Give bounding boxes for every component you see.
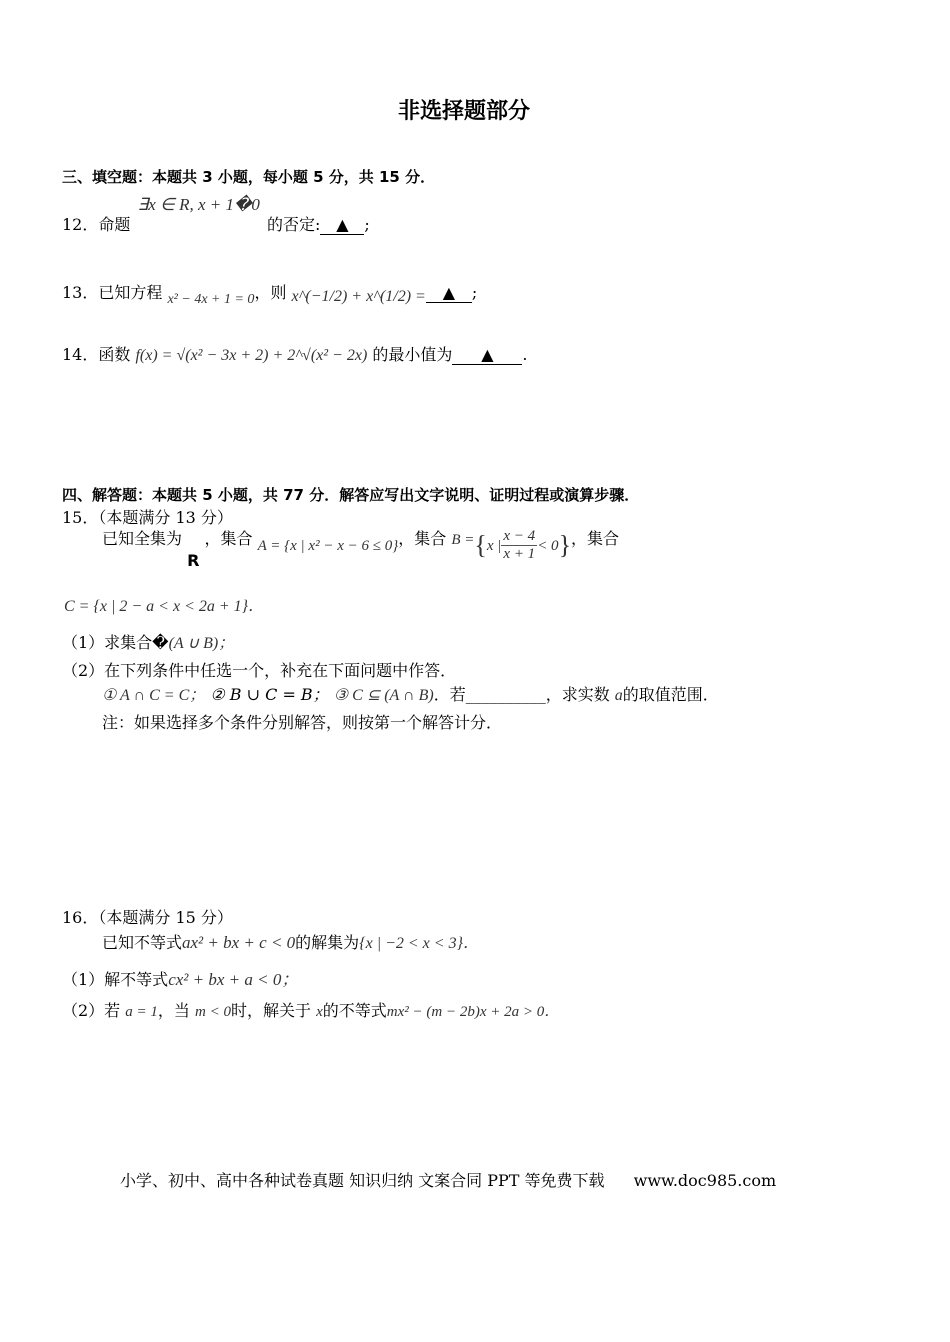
- q16-part-1: [62, 965, 298, 990]
- q16-part-2: [62, 998, 559, 1021]
- q14-end: .: [522, 345, 528, 364]
- q14-number: 14．函数: [62, 345, 131, 364]
- q15-set-b-lbrace: {: [474, 530, 487, 560]
- q16-part-1-expr: cx² + bx + a < 0；: [168, 970, 299, 989]
- footer-text: 小学、初中、高中各种试卷真题 知识归纳 文案合同 PPT 等免费下载: [120, 1171, 605, 1190]
- q15-text-b: ，集合: [204, 529, 253, 548]
- q15-condition-tail: ．若__________，求实数: [433, 685, 610, 704]
- q12-expression: ∃x ∈ R, x + 1�0: [137, 195, 260, 214]
- q12-number: 12．命题: [62, 215, 131, 234]
- q15-condition-3: ③ C ⊆ (A ∩ B): [333, 687, 434, 704]
- q13-equation: x² − 4x + 1 = 0: [167, 292, 255, 307]
- q15-part-1: [62, 630, 234, 653]
- q16-number: 16．（本题满分 15 分）: [62, 908, 233, 927]
- q12-answer-blank: ▲: [320, 215, 364, 235]
- q16-part-2-cond-2: m < 0: [195, 1004, 231, 1020]
- q12-text: 的否定:: [267, 215, 321, 234]
- q16-text-a: 已知不等式: [102, 933, 183, 952]
- section-4-heading: 四、解答题：本题共 5 小题，共 77 分．解答应写出文字说明、证明过程或演算步骤．: [62, 486, 640, 504]
- q15-conditions: [102, 682, 719, 705]
- q14-answer-blank: ▲: [452, 345, 522, 365]
- q16-part-2-a: （2）若: [62, 1001, 121, 1020]
- q16-part-2-b: ，当: [157, 1001, 190, 1020]
- q15-set-a: A = {x | x² − x − 6 ≤ 0}: [257, 538, 399, 554]
- q15-set-b-rhs: < 0: [537, 538, 559, 554]
- q15-set-b-fraction: [501, 528, 537, 563]
- q13-number: 13．已知方程: [62, 283, 163, 302]
- q15-set-b-rbrace: }: [558, 530, 572, 560]
- q15-text-c: ，集合: [398, 529, 447, 548]
- q12-end: ;: [364, 215, 370, 234]
- q14-expression: f(x) = √(x² − 3x + 2) + 2^√(x² − 2x): [135, 347, 368, 364]
- q15-universal-set: R: [187, 551, 200, 570]
- q15-condition-2: ② B ∪ C = B；: [210, 685, 329, 704]
- footer: [120, 1168, 776, 1191]
- footer-url[interactable]: www.doc985.com: [633, 1171, 777, 1190]
- q15-number: 15．（本题满分 13 分）: [62, 508, 233, 527]
- q15-variable-a: a: [614, 687, 623, 704]
- q16-part-2-d: 的不等式: [322, 1001, 387, 1020]
- q16-part-2-x: x: [316, 1004, 323, 1020]
- q16-part-2-cond-1: a = 1: [125, 1004, 158, 1020]
- q15-note: 注：如果选择多个条件分别解答，则按第一个解答计分．: [102, 713, 503, 732]
- q16-inequality: ax² + bx + c < 0: [182, 933, 296, 952]
- q15-line-1: [102, 528, 619, 580]
- q15-condition-end: 的取值范围．: [622, 685, 719, 704]
- q14-text: 的最小值为: [372, 345, 453, 364]
- q15-set-b-numerator: x − 4: [503, 528, 536, 544]
- q13-mid: ，则: [254, 283, 287, 302]
- q15-set-b-var: x |: [486, 538, 502, 554]
- q13-end: ;: [471, 283, 478, 302]
- section-3-heading: 三、填空题：本题共 3 小题，每小题 5 分，共 15 分．: [62, 168, 436, 186]
- q15-part-1-expr: (A ∪ B)；: [168, 635, 235, 652]
- q16-solution-set: {x | −2 < x < 3}．: [359, 935, 479, 952]
- q15-set-b-lhs: B =: [451, 532, 475, 548]
- q15-part-2: （2）在下列条件中任选一个，补充在下面问题中作答．: [62, 661, 457, 680]
- question-14: [62, 342, 527, 365]
- q15-part-1-text: （1）求集合�: [62, 633, 169, 652]
- q15-text-a: 已知全集为: [102, 529, 183, 548]
- q13-answer-blank: ▲: [426, 283, 472, 303]
- q16-part-2-c: 时，解关于: [230, 1001, 311, 1020]
- q15-condition-1: ① A ∩ C = C；: [102, 687, 206, 704]
- q16-part-2-expr: mx² − (m − 2b)x + 2a > 0．: [386, 1004, 560, 1020]
- question-13: [62, 280, 478, 307]
- q13-expression: x^(−1/2) + x^(1/2) =: [291, 288, 426, 305]
- q15-text-d: ，集合: [571, 529, 620, 548]
- q16-part-1-text: （1）解不等式: [62, 970, 169, 989]
- q15-set-b-denominator: x + 1: [503, 546, 536, 562]
- question-12: [62, 195, 370, 234]
- q16-line-1: [102, 930, 479, 953]
- page-title: 非选择题部分: [398, 99, 531, 124]
- q15-set-c: C = {x | 2 − a < x < 2a + 1}．: [64, 598, 265, 615]
- q16-text-b: 的解集为: [295, 933, 360, 952]
